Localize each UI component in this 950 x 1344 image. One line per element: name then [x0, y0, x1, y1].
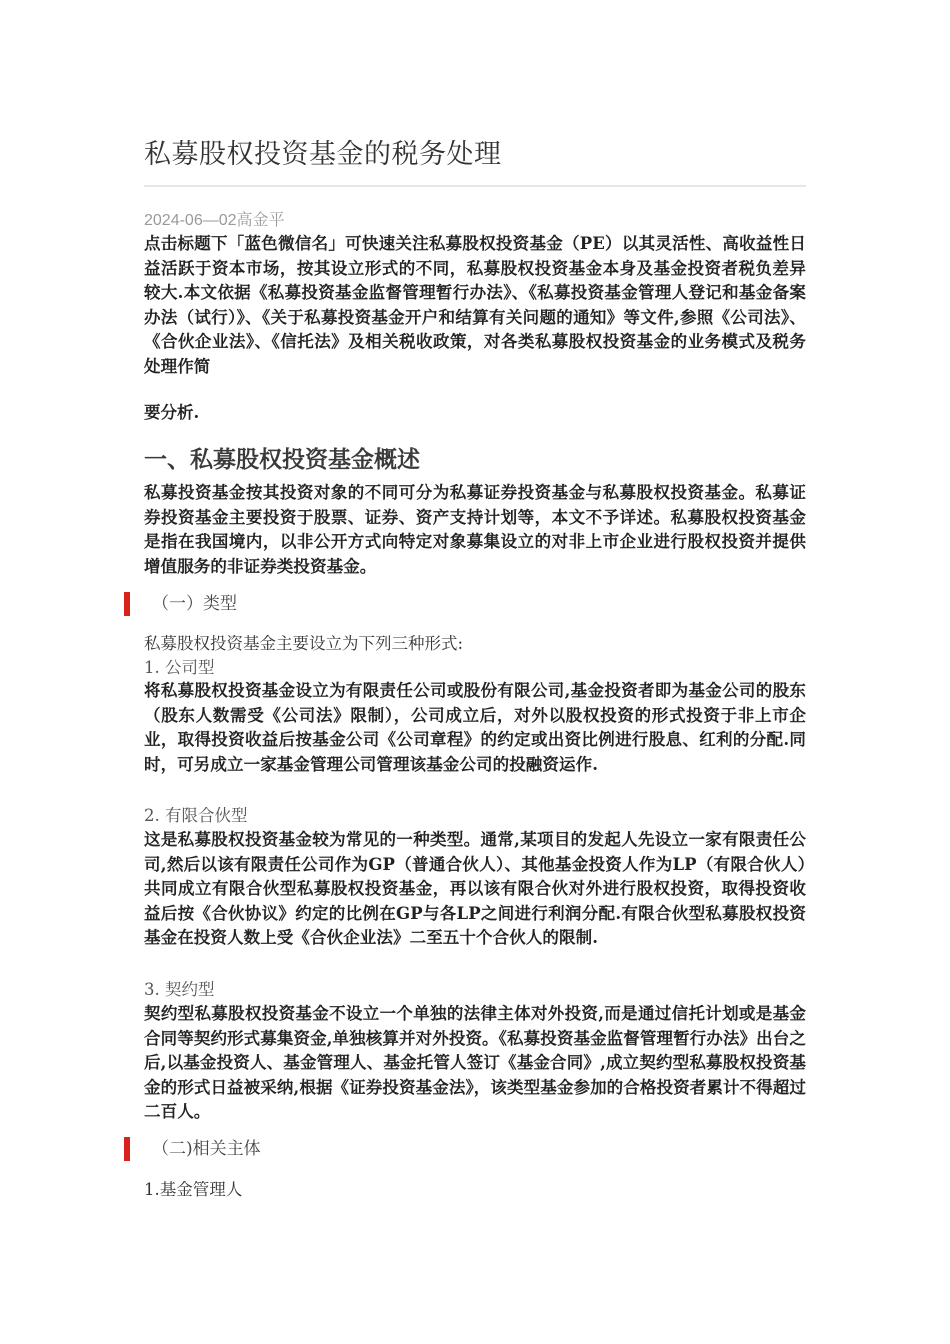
subsection-heading-label: （二)相关主体	[152, 1139, 261, 1159]
type-item-label-contract: 3. 契约型	[144, 980, 215, 999]
subsection-heading-label: （一）类型	[152, 594, 237, 614]
section-heading-overview: 一、私募股权投资基金概述	[144, 446, 420, 473]
intro-paragraph: 点击标题下「蓝色微信名」可快速关注私募股权投资基金（PE）以其灵活性、高收益性日益活跃于资本市场，按其设立形式的不同，私募股权投资基金本身及基金投资者税负差异较大.本文依据《私募投资基金监督管理暂行办法》、《私募投资基金管理人登记和基金备案办法（试行）》、《关于私募投资基金开户和结算有关问题的通知》等文件,参照《公司法》、《合伙企业法》、《信托法》及相关税收政策，对各类私募股权投资基金的业务模式及税务处理作简	[144, 234, 806, 376]
parties-item-fund-manager: 1.基金管理人	[144, 1180, 243, 1199]
page-title: 私募股权投资基金的税务处理	[144, 139, 502, 170]
title-divider	[144, 185, 806, 187]
heading-accent-bar	[124, 1137, 130, 1161]
type-item-label-partnership: 2. 有限合伙型	[144, 806, 248, 825]
type-item-body-company: 将私募股权投资基金设立为有限责任公司或股份有限公司,基金投资者即为基金公司的股东（股东人数需受《公司法》限制），公司成立后，对外以股权投资的形式投资于非上市企业，取得投资收益后按基金公司《公司章程》的约定或出资比例进行股息、红利的分配.同时，可另成立一家基金管理公司管理该基金公司的投融资运作.	[144, 681, 806, 774]
overview-paragraph: 私募投资基金按其投资对象的不同可分为私募证券投资基金与私募股权投资基金。私募证券投资基金主要投资于股票、证券、资产支持计划等，本文不予详述。私募股权投资基金是指在我国境内，以非公开方式向特定对象募集设立的对非上市企业进行股权投资并提供增值服务的非证券类投资基金。	[144, 483, 806, 576]
type-item-body-contract: 契约型私募股权投资基金不设立一个单独的法律主体对外投资,而是通过信托计划或是基金合同等契约形式募集资金,单独核算并对外投资。《私募投资基金监督管理暂行办法》出台之后,以基金投资人、基金管理人、基金托管人签订《基金合同》,成立契约型私募股权投资基金的形式日益被采纳,根据《证券投资基金法》，该类型基金参加的合格投资者累计不得超过二百人。	[144, 1004, 806, 1122]
type-item-body-partnership: 这是私募股权投资基金较为常见的一种类型。通常,某项目的发起人先设立一家有限责任公司,然后以该有限责任公司作为GP（普通合伙人）、其他基金投资人作为LP（有限合伙人）共同成立有限合伙型私募股权投资基金，再以该有限合伙对外进行股权投资，取得投资收益后按《合伙协议》约定的比例在GP与各LP之间进行利润分配.有限合伙型私募股权投资基金在投资人数上受《合伙企业法》二至五十个合伙人的限制.	[144, 830, 806, 948]
types-lead: 私募股权投资基金主要设立为下列三种形式:	[144, 634, 464, 653]
type-item-label-company: 1. 公司型	[144, 658, 215, 677]
publish-date: 2024-06—02	[144, 212, 237, 229]
article-meta	[144, 207, 285, 230]
heading-accent-bar	[124, 592, 130, 616]
author-name[interactable]: 高金平	[236, 210, 285, 229]
intro-paragraph-tail: 要分析.	[144, 403, 200, 422]
